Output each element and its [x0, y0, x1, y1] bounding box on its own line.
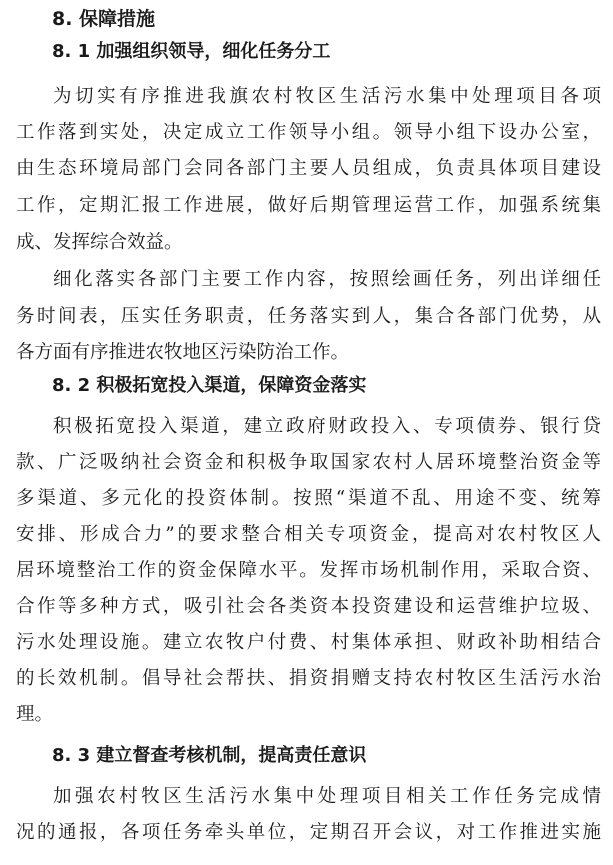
paragraph-line: 居环境整治工作的资金保障水平。发挥市场机制作用，采取合资、 — [16, 560, 601, 581]
paragraph-line: 为切实有序推进我旗农村牧区生活污水集中处理项目各项 — [53, 86, 601, 107]
section-8-1-heading: 8. 1 加强组织领导，细化任务分工 — [52, 41, 331, 62]
paragraph-line: 的长效机制。倡导社会帮扶、捐资捐赠支持农村牧区生活污水治 — [16, 668, 601, 689]
paragraph-line: 合作等多种方式，吸引社会各类资本投资建设和运营维护垃圾、 — [16, 596, 601, 617]
paragraph-line: 细化落实各部门主要工作内容，按照绘画任务，列出详细任 — [53, 269, 601, 290]
paragraph-line: 款、广泛吸纳社会资金和积极争取国家农村人居环境整治资金等 — [16, 452, 601, 473]
paragraph-line: 安排、形成合力”的要求整合相关专项资金，提高对农村牧区人 — [16, 524, 601, 545]
section-8-2-heading: 8. 2 积极拓宽投入渠道，保障资金落实 — [52, 375, 367, 396]
paragraph-line: 积极拓宽投入渠道，建立政府财政投入、专项债券、银行贷 — [53, 416, 601, 437]
paragraph-line: 工作，定期汇报工作进展，做好后期管理运营工作，加强系统集 — [16, 195, 601, 216]
paragraph-line: 污水处理设施。建立农牧户付费、村集体承担、财政补助相结合 — [16, 632, 601, 653]
paragraph-line: 由生态环境局部门会同各部门主要人员组成，负责具体项目建设 — [16, 158, 601, 179]
paragraph-line: 况的通报，各项任务牵头单位，定期召开会议，对工作推进实施 — [16, 822, 601, 843]
paragraph-line: 各方面有序推进农牧地区污染防治工作。 — [16, 342, 350, 363]
paragraph-line: 加强农村牧区生活污水集中处理项目相关工作任务完成情 — [53, 786, 601, 807]
paragraph-line: 工作落到实处，决定成立工作领导小组。领导小组下设办公室， — [16, 122, 601, 143]
paragraph-line: 成、发挥综合效益。 — [16, 232, 183, 253]
paragraph-line: 务时间表，压实任务职责，任务落实到人，集合各部门优势，从 — [16, 306, 601, 327]
section-8-heading: 8. 保障措施 — [52, 8, 156, 30]
section-8-3-heading: 8. 3 建立督查考核机制，提高责任意识 — [52, 745, 367, 766]
paragraph-line: 理。 — [16, 704, 54, 725]
paragraph-line: 多渠道、多元化的投资体制。按照“渠道不乱、用途不变、统筹 — [16, 488, 601, 509]
